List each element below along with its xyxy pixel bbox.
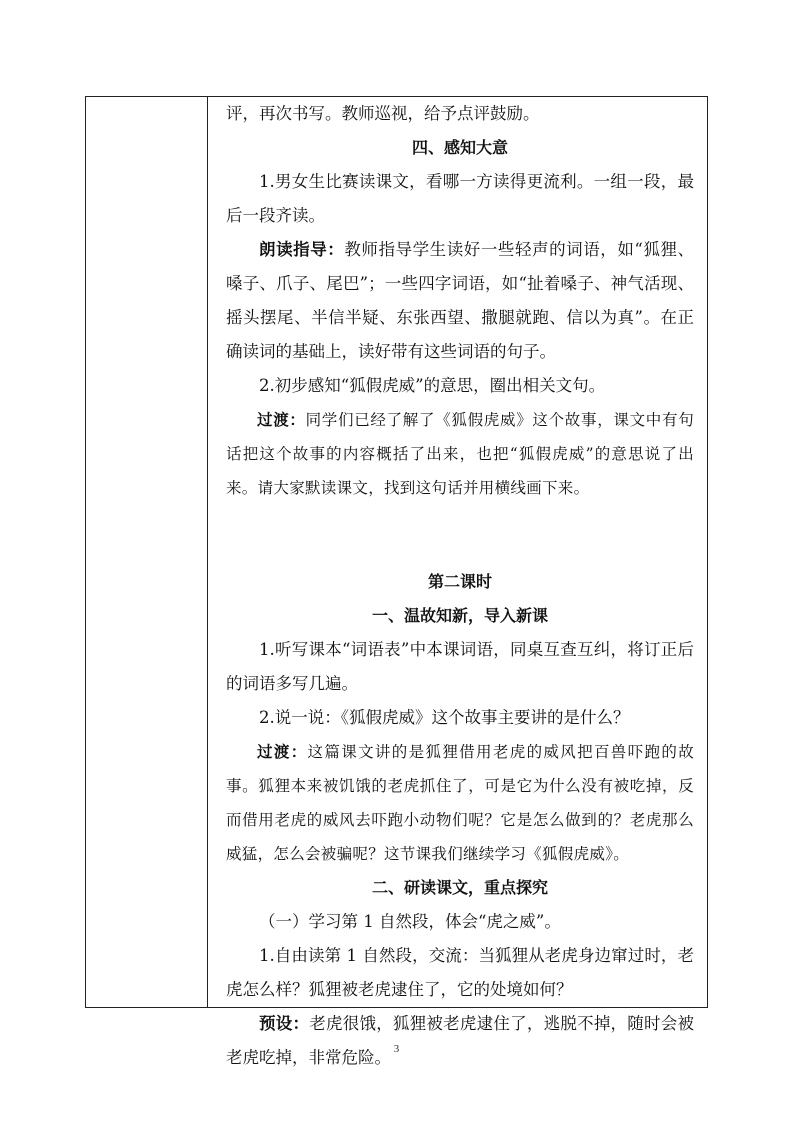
paragraph-preset [226, 1007, 694, 1075]
paragraph-initial-perception: 2.初步感知“狐假虎威”的意思，圈出相关文句。 [259, 376, 606, 395]
preset-text: 老虎很饿，狐狸被老虎逮住了，逃脱不掉，随时会被老虎吃掉，非常危险。 [226, 1014, 695, 1067]
continued-line: 评，再次书写。教师巡视，给予点评鼓励。 [226, 104, 540, 123]
section-heading-1: 一、温故知新，导入新课 [371, 606, 548, 625]
section-heading-2: 二、研读课文，重点探究 [371, 878, 548, 897]
lesson-plan-table [85, 96, 708, 1067]
page-number: 3 [393, 1043, 400, 1055]
transition-text-1: 同学们已经了解了《狐假虎威》这个故事，课文中有句话把这个故事的内容概括了出来，也把“狐假虎威”的意思说了出来。请大家默读课文，找到这句话并用横线画下来。 [226, 411, 695, 497]
paragraph-dictation: 1.听写课本“词语表”中本课词语，同桌互查互纠，将订正后的词语多写几遍。 [226, 640, 694, 693]
section-heading-4: 四、感知大意 [411, 138, 508, 157]
paragraph-free-reading: 1.自由读第 1 自然段，交流：当狐狸从老虎身边窜过时，老虎怎么样？狐狸被老虎逮住了，它的处境如何？ [226, 946, 694, 999]
paragraph-say-it: 2.说一说：《狐假虎威》这个故事主要讲的是什么？ [259, 708, 630, 727]
content-cell [209, 97, 707, 1067]
second-session-title: 第二课时 [427, 572, 492, 591]
preset-label: 预设： [259, 1014, 310, 1033]
blank-space [226, 505, 694, 565]
paragraph-reading-guide [226, 233, 694, 369]
reading-guide-label: 朗读指导： [259, 240, 345, 259]
transition-text-2: 这篇课文讲的是狐狸借用老虎的威风把百兽吓跑的故事。狐狸本来被饥饿的老虎抓住了，可是它为什么没有被吃掉，反而借用老虎的威风去吓跑小动物们呢？它是怎么做到的？老虎那么威猛，怎么会被骗呢？这节课我们继续学习《狐假虎威》。 [226, 743, 694, 863]
sub-heading-1: （一）学习第 1 自然段，体会“虎之威”。 [259, 912, 561, 931]
transition-label-1: 过渡： [257, 411, 306, 429]
paragraph-competition-reading: 1.男女生比赛读课文，看哪一方读得更流利。一组一段，最后一段齐读。 [226, 172, 694, 225]
reading-guide-text: 教师指导学生读好一些轻声的词语，如“狐狸、嗓子、爪子、尾巴”；一些四字词语，如“扯着嗓子、神气活现、摇头摆尾、半信半疑、东张西望、撒腿就跑、信以为真”。在正确读词的基础上，读好带有这些词语的句子。 [226, 240, 694, 361]
transition-label-2: 过渡： [257, 743, 308, 761]
paragraph-transition-2 [226, 735, 694, 871]
left-column-cell [86, 97, 208, 1007]
paragraph-transition-1 [226, 403, 694, 505]
